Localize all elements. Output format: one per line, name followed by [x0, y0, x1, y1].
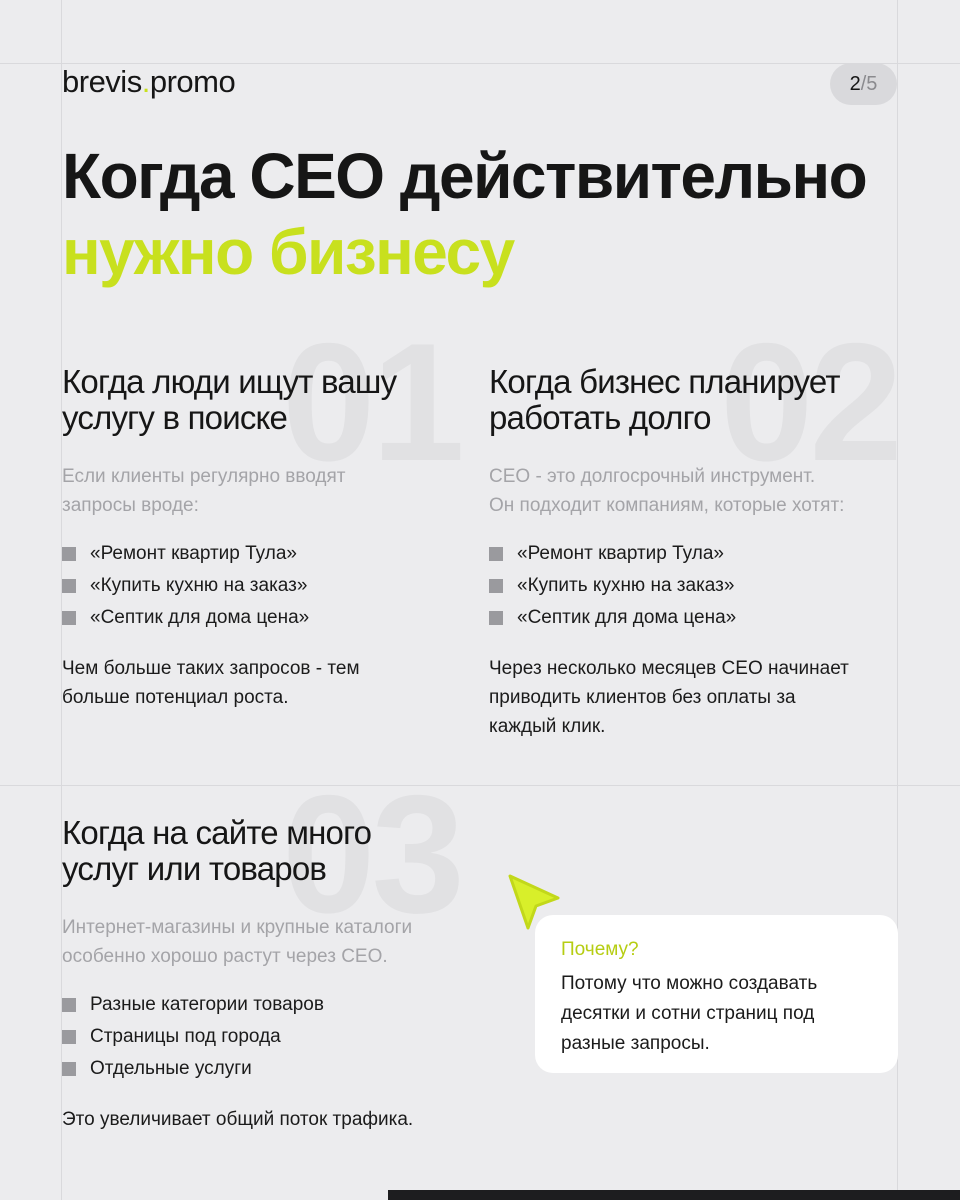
brand-name-part2: promo [149, 64, 236, 99]
page-title [62, 138, 866, 290]
square-bullet-icon [62, 1030, 76, 1044]
section-large-catalog [62, 815, 482, 1134]
section-lead: СЕО - это долгосрочный инструмент. Он подходит компаниям, которые хотят: [489, 466, 845, 516]
section-title: Когда люди ищут вашу услугу в поиске [62, 363, 397, 436]
bullet-list [62, 989, 482, 1085]
section-title: Когда на сайте много услуг или товаров [62, 814, 372, 887]
list-item: «Купить кухню на заказ» [489, 570, 909, 602]
list-item: Разные категории товаров [62, 989, 482, 1021]
square-bullet-icon [489, 547, 503, 561]
section-title: Когда бизнес планирует работать долго [489, 363, 840, 436]
page-current: 2 [849, 72, 861, 95]
page-title-line1: Когда СЕО действительно [62, 140, 867, 212]
callout-card [535, 915, 898, 1073]
list-item: «Септик для дома цена» [489, 602, 909, 634]
list-item: «Септик для дома цена» [62, 602, 462, 634]
bullet-list [62, 538, 462, 634]
square-bullet-icon [62, 579, 76, 593]
grid-line [0, 785, 960, 786]
square-bullet-icon [62, 1062, 76, 1076]
page-separator: / [860, 72, 867, 95]
list-item: «Купить кухню на заказ» [62, 570, 462, 602]
section-conclusion: Через несколько месяцев СЕО начинает приводить клиентов без оплаты за каждый клик. [489, 658, 849, 737]
section-conclusion: Чем больше таких запросов - тем больше потенциал роста. [62, 658, 360, 708]
bottom-bar [388, 1190, 960, 1200]
list-item: «Ремонт квартир Тула» [489, 538, 909, 570]
square-bullet-icon [62, 547, 76, 561]
list-item: Отдельные услуги [62, 1053, 482, 1085]
square-bullet-icon [489, 579, 503, 593]
list-item: Страницы под города [62, 1021, 482, 1053]
list-item: «Ремонт квартир Тула» [62, 538, 462, 570]
callout-question: Почему? [561, 939, 639, 960]
section-conclusion: Это увеличивает общий поток трафика. [62, 1109, 414, 1130]
page-title-line2: нужно бизнесу [62, 216, 514, 288]
page-indicator [830, 63, 897, 105]
brand-dot: . [141, 64, 150, 99]
square-bullet-icon [62, 611, 76, 625]
bullet-list [489, 538, 909, 634]
section-lead: Интернет-магазины и крупные каталоги особенно хорошо растут через СЕО. [62, 917, 413, 967]
callout-answer: Потому что можно создавать десятки и сотни страниц под разные запросы. [561, 973, 818, 1054]
brand-name-part1: brevis [62, 64, 142, 99]
section-search-demand [62, 364, 462, 712]
square-bullet-icon [62, 998, 76, 1012]
page-total: 5 [866, 72, 878, 95]
brand-logo [62, 64, 235, 100]
section-long-term [489, 364, 909, 741]
section-lead: Если клиенты регулярно вводят запросы вроде: [62, 466, 346, 516]
square-bullet-icon [489, 611, 503, 625]
